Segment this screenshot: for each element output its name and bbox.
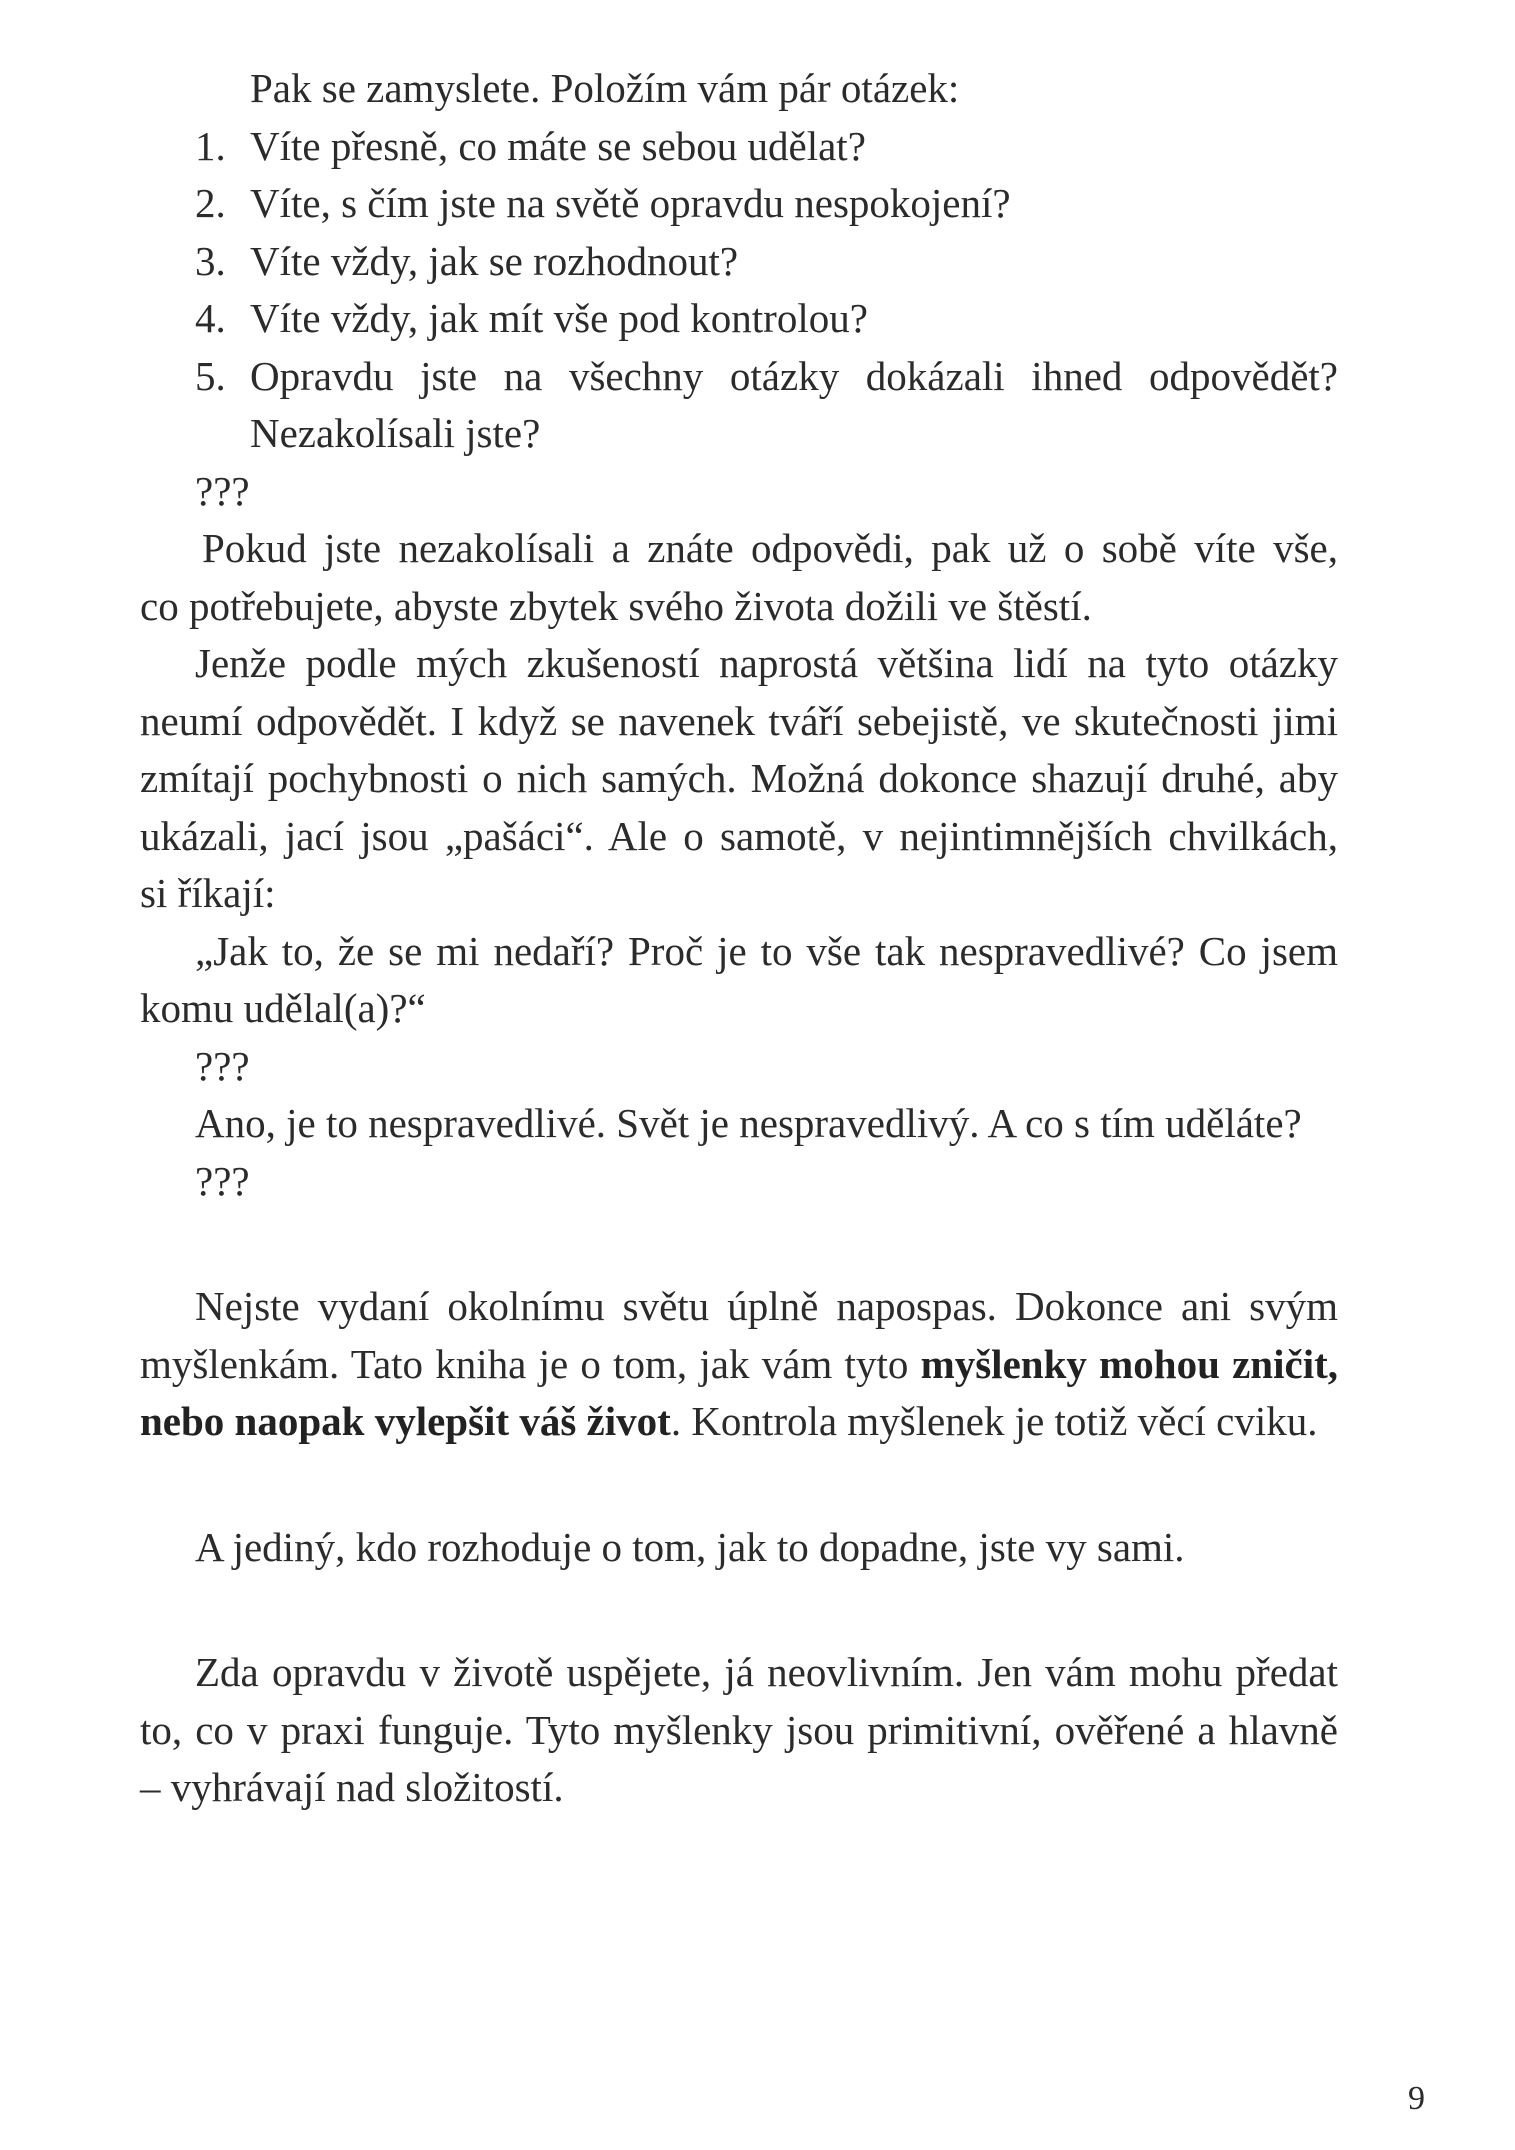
quote-line: komu udělal(a)?“ (140, 985, 426, 1031)
question-marks: ??? (195, 1042, 250, 1089)
list-number: 1. (195, 122, 226, 169)
paragraph-line: – vyhrávají nad složitostí. (140, 1764, 564, 1810)
page-text (140, 60, 1338, 1817)
paragraph-line (140, 1336, 1338, 1394)
paragraph-line: Pokud jste nezakolísali a znáte odpovědi, pak už o sobě víte vše, (202, 525, 1338, 571)
list-item (140, 290, 1338, 348)
list-number: 4. (195, 295, 226, 341)
list-text: Víte vždy, jak mít vše pod kontrolou? (250, 295, 868, 341)
paragraph-line: to, co v praxi funguje. Tyto myšlenky jsou primitivní, ověřené a hlavně (140, 1706, 1338, 1753)
paragraph-line: A jediný, kdo rozhoduje o tom, jak to dopadne, jste vy sami. (195, 1523, 1185, 1570)
question-marks: ??? (195, 1157, 250, 1204)
list-item (140, 233, 1338, 291)
list-number: 2. (195, 180, 226, 226)
paragraph-line: co potřebujete, abyste zbytek svého života dožili ve štěstí. (140, 582, 1092, 629)
paragraph-text: myšlenkám. Tato kniha je o tom, jak vám tyto (140, 1340, 921, 1387)
paragraph-text: . Kontrola myšlenek je totiž věcí cviku. (670, 1398, 1318, 1444)
list-text: Víte přesně, co máte se sebou udělat? (250, 122, 866, 169)
quote-line: „Jak to, že se mi nedaří? Proč je to vše tak nespravedlivé? Co jsem (195, 927, 1338, 974)
list-item (140, 348, 1338, 406)
question-marks: ??? (195, 467, 250, 514)
paragraph-line: si říkají: (140, 870, 276, 916)
list-number: 3. (195, 237, 226, 284)
paragraph-line: zmítají pochybnosti o nich samých. Možná dokonce shazují druhé, aby (140, 755, 1338, 801)
paragraph-line: Jenže podle mých zkušeností naprostá většina lidí na tyto otázky (195, 640, 1338, 686)
paragraph-line: ukázali, jací jsou „pašáci“. Ale o samotě, v nejintimnějších chvilkách, (140, 812, 1338, 859)
list-text-continuation: Nezakolísali jste? (250, 410, 541, 456)
list-item (140, 175, 1338, 233)
paragraph-line: Nejste vydaní okolnímu světu úplně napospas. Dokonce ani svým (195, 1283, 1338, 1329)
paragraph-line: Ano, je to nespravedlivé. Svět je nespravedlivý. A co s tím uděláte? (195, 1100, 1302, 1146)
list-item (140, 118, 1338, 176)
paragraph-line: neumí odpovědět. I když se navenek tváří sebejistě, ve skutečnosti jimi (140, 697, 1338, 744)
intro-line: Pak se zamyslete. Položím vám pár otázek: (250, 65, 960, 111)
bold-phrase: myšlenky mohou zničit, (920, 1340, 1338, 1387)
paragraph-line (140, 1393, 1338, 1451)
list-number: 5. (195, 352, 226, 399)
list-text: Víte, s čím jste na světě opravdu nespokojení? (250, 180, 1011, 226)
bold-phrase: nebo naopak vylepšit váš život (140, 1398, 671, 1444)
list-text: Víte vždy, jak se rozhodnout? (250, 237, 739, 284)
paragraph-line: Zda opravdu v životě uspějete, já neovlivním. Jen vám mohu předat (195, 1649, 1338, 1695)
list-text: Opravdu jste na všechny otázky dokázali ihned odpovědět? (250, 352, 1338, 399)
page-number: 9 (1408, 2080, 1425, 2117)
